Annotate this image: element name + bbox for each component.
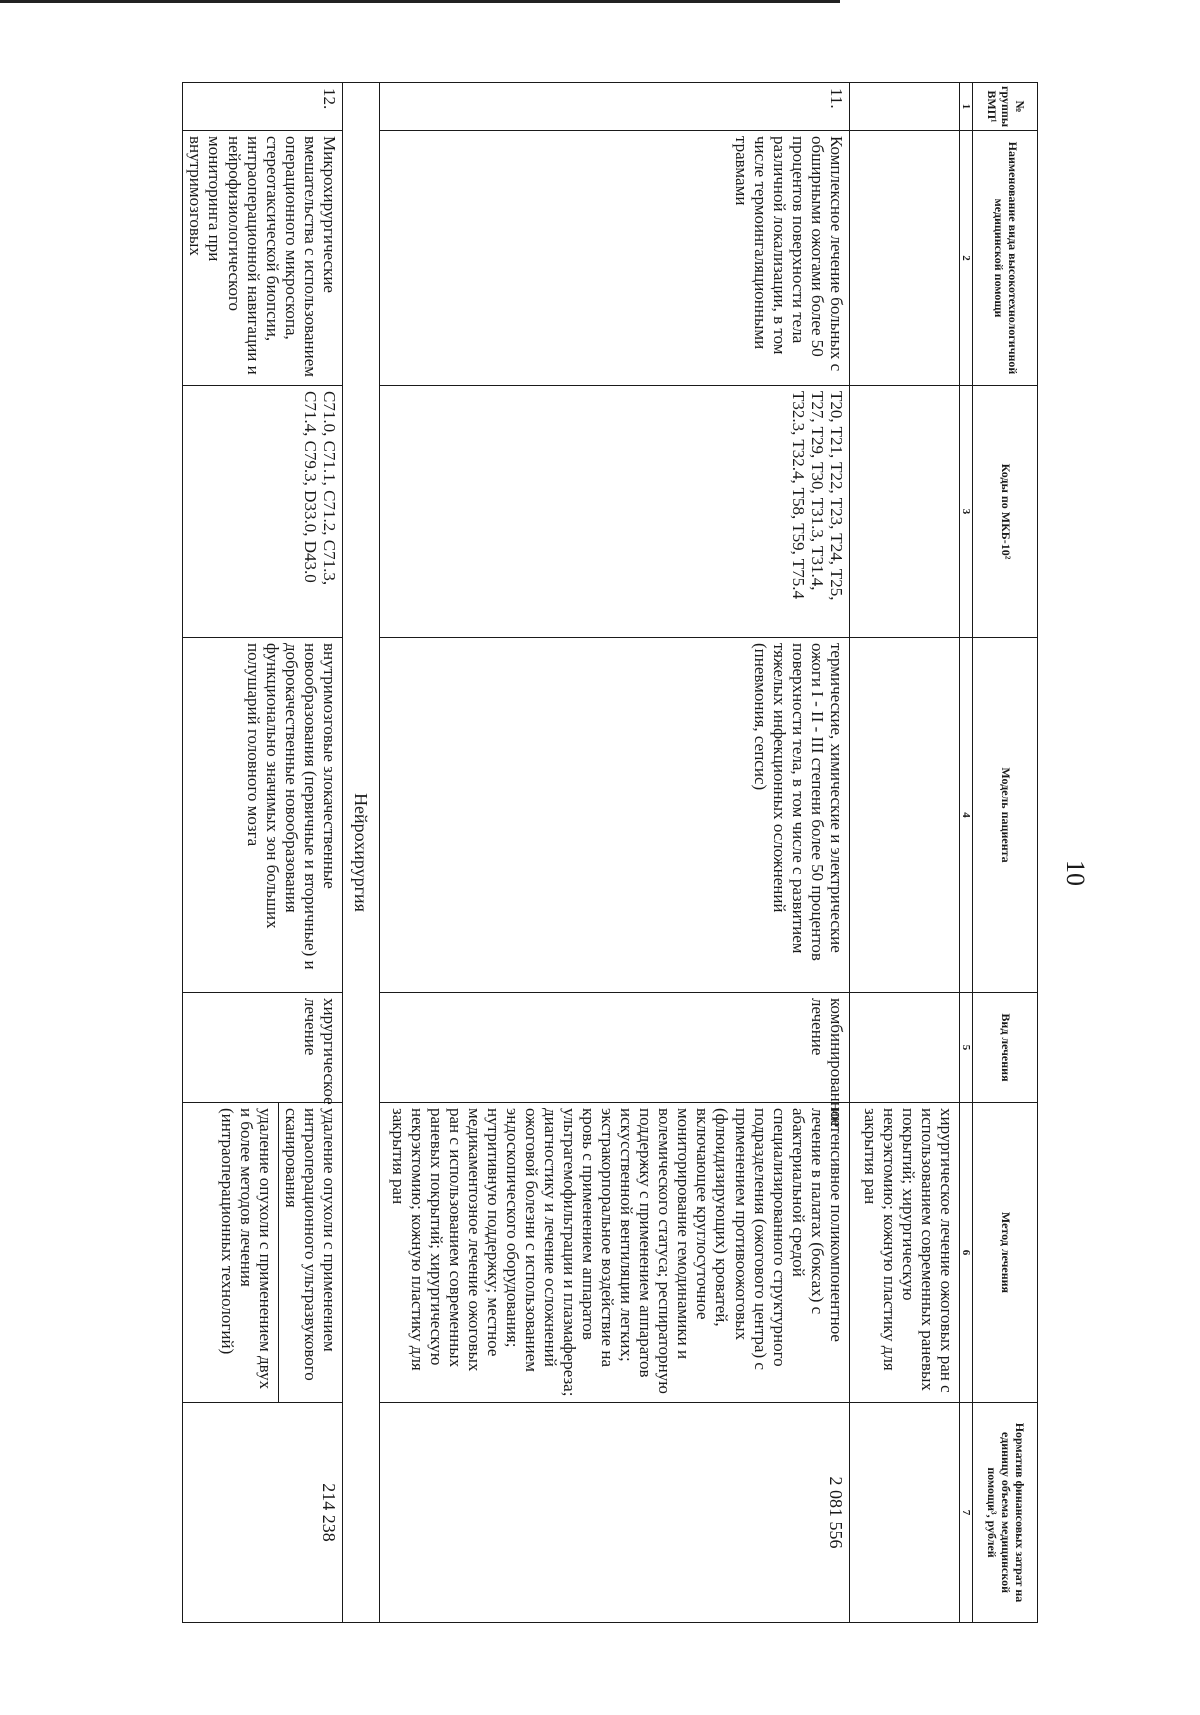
col-header-1: № группы ВМП¹ bbox=[973, 83, 1038, 131]
col-number-3: 3 bbox=[959, 386, 972, 638]
row-11-method: интенсивное поликомпонентное лечение в палатах (боксах) с абактериальной средой специализированного структурного подразделения (ожогового центра) с применением противоожоговых (флюидизирующих) кроватей, включающее круглосуточное мониторирование гемодинамики и волемического статуса; респираторную поддержку с применением аппаратов искусственной вентиляции легких; экстракорпоральное воздействие на кровь с применением аппаратов ультрагемофильтрации и плазмафереза; диагностику и лечение осложнений ожоговой болезни с использованием эндоскопического оборудования; нутритивную поддержку; местное медикаментозное лечение ожоговых ран с использованием современных раневых покрытий; хирургическую некрэктомию; кожную пластику для закрытия ран bbox=[379, 1103, 849, 1403]
col-header-3: Коды по МКБ-10² bbox=[973, 386, 1038, 638]
row-12-method-2: удаление опухоли с применением двух и более методов лечения (интраоперационных технологий) bbox=[215, 1103, 279, 1402]
row-12-method-1: удаление опухоли с применением интраоперационного ультразвукового сканирования bbox=[281, 1108, 339, 1381]
row-12-patient-model: внутримозговые злокачественные новообразования (первичные и вторичные) и доброкачественные новообразования функционально значимых зон больших полушарий головного мозга bbox=[183, 638, 342, 993]
table-row-12 bbox=[183, 83, 342, 1623]
row-12-cost: 214 238 bbox=[183, 1403, 342, 1623]
continuation-row bbox=[849, 83, 959, 1623]
col-number-2: 2 bbox=[959, 131, 972, 386]
vmp-table bbox=[182, 82, 1038, 1623]
row-11-patient-model: термические, химические и электрические ожоги I - II - III степени более 50 процентов поверхности тела, в том числе с развитием тяжелых инфекционных осложнений (пневмония, сепсис) bbox=[379, 638, 849, 993]
col-header-2: Наименование вида высокотехнологичной медицинской помощи bbox=[973, 131, 1038, 386]
col-header-6: Метод лечения bbox=[973, 1103, 1038, 1403]
continuation-method: хирургическое лечение ожоговых ран с использованием современных раневых покрытий; хирургическую некрэктомию; кожную пластику для закрытия ран bbox=[849, 1103, 959, 1403]
col-number-7: 7 bbox=[959, 1403, 972, 1623]
col-header-4: Модель пациента bbox=[973, 638, 1038, 993]
col-number-4: 4 bbox=[959, 638, 972, 993]
page-number: 10 bbox=[1061, 860, 1090, 886]
row-12-treatment-type: хирургическое лечение bbox=[183, 993, 342, 1103]
row-12-codes: C71.0, C71.1, C71.2, C71.3, C71.4, C79.3, D33.0, D43.0 bbox=[183, 386, 342, 638]
row-11-name: Комплексное лечение больных с обширными ожогами более 50 процентов поверхности тела различной локализации, в том числе термоингаляционными травмами bbox=[379, 131, 849, 386]
section-row bbox=[342, 83, 379, 1623]
col-number-1: 1 bbox=[959, 83, 972, 131]
row-11-treatment-type: комбинированное лечение bbox=[379, 993, 849, 1103]
row-12-name: Микрохирургические вмешательства с использованием операционного микроскопа, стереотаксической биопсии, интраоперационной навигации и нейрофизиологического мониторинга при внутримозговых bbox=[183, 131, 342, 386]
scan-top-edge-line bbox=[0, 0, 840, 3]
col-header-5: Вид лечения bbox=[973, 993, 1038, 1103]
section-title: Нейрохирургия bbox=[342, 83, 379, 1623]
column-number-row bbox=[959, 83, 972, 1623]
header-row bbox=[973, 83, 1038, 1623]
table-row-11 bbox=[379, 83, 849, 1623]
row-11-codes: T20, T21, T22, T23, T24, T25, T27, T29, T30, T31.3, T31.4, T32.3, T32.4, T58, T59, T75.4 bbox=[379, 386, 849, 638]
row-11-cost: 2 081 556 bbox=[379, 1403, 849, 1623]
rotated-table-wrapper bbox=[88, 82, 1038, 1622]
row-12-methods bbox=[183, 1103, 342, 1403]
col-number-6: 6 bbox=[959, 1103, 972, 1403]
col-number-5: 5 bbox=[959, 993, 972, 1103]
row-11-group: 11. bbox=[379, 83, 849, 131]
row-12-group: 12. bbox=[183, 83, 342, 131]
col-header-7: Норматив финансовых затрат на единицу объема медицинской помощи³, рублей bbox=[973, 1403, 1038, 1623]
